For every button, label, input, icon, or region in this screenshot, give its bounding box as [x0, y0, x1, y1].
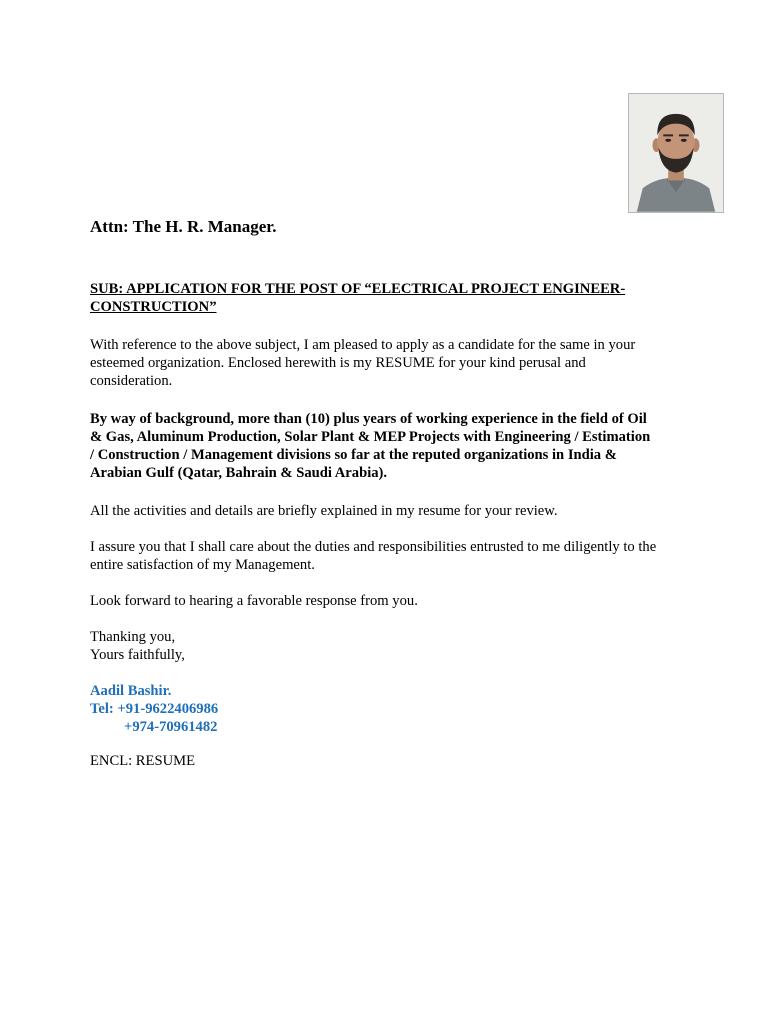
closing-lines: Thanking you, Yours faithfully, — [90, 629, 185, 663]
assurance-paragraph: I assure you that I shall care about the duties and responsibilities entrusted to me diligently to the entire satisfaction of my Management. — [90, 539, 657, 573]
applicant-photo — [628, 93, 724, 213]
enclosure-line: ENCL: RESUME — [90, 753, 195, 769]
attention-line: Attn: The H. R. Manager. — [90, 217, 277, 236]
intro-paragraph: With reference to the above subject, I am pleased to apply as a candidate for the same in your esteemed organization. Enclosed herewith is my RESUME for your kind perusal and consideration. — [90, 337, 636, 389]
signature-phone-primary: Tel: +91-9622406986 — [90, 701, 219, 717]
look-forward-paragraph: Look forward to hearing a favorable response from you. — [90, 593, 418, 609]
signature-name: Aadil Bashir. — [90, 683, 172, 699]
activities-paragraph: All the activities and details are briefly explained in my resume for your review. — [90, 503, 558, 519]
portrait-image — [629, 94, 723, 212]
signature-phone-secondary: +974-70961482 — [124, 719, 218, 735]
background-paragraph: By way of background, more than (10) plus years of working experience in the field of Oil & Gas, Aluminum Production, Solar Plant & MEP Projects with Engineering / Estimation / Construction / Management divisions so far at the reputed organizations in India & Arabian Gulf (Qatar, Bahrain & Saudi Arabia). — [90, 411, 651, 481]
subject-line: SUB: APPLICATION FOR THE POST OF “ELECTRICAL PROJECT ENGINEER- CONSTRUCTION” — [90, 281, 626, 315]
signature-block — [90, 682, 218, 736]
